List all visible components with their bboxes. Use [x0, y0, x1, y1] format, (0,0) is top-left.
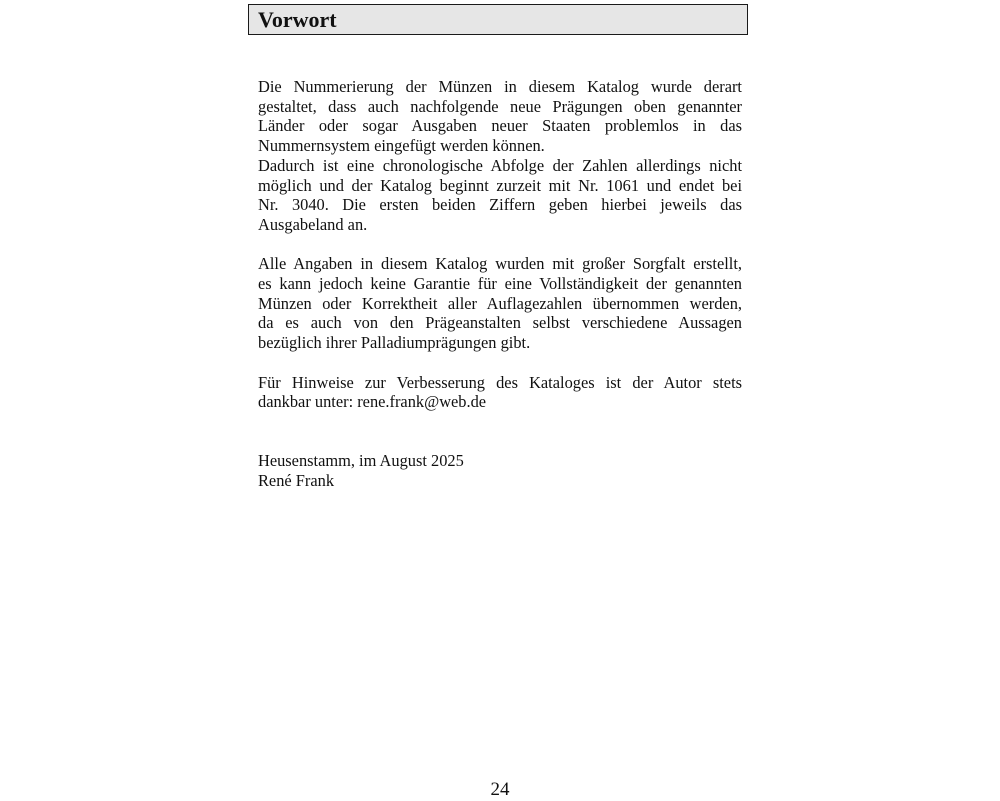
text-line: Dadurch ist eine chronologische Abfolge der Zahlen allerdings nicht: [258, 155, 742, 175]
text-line: gestaltet, dass auch nachfolgende neue Prägungen oben genannter: [258, 96, 742, 116]
text-line: Länder oder sogar Ausgaben neuer Staaten problemlos in das: [258, 116, 742, 136]
signature-block: [258, 451, 742, 490]
text-line: möglich und der Katalog beginnt zurzeit mit Nr. 1061 und endet bei: [258, 175, 742, 195]
text-line: es kann jedoch keine Garantie für eine Vollständigkeit der genannten: [258, 274, 742, 294]
page-number: 24: [490, 779, 510, 800]
text-line: Die Nummerierung der Münzen in diesem Katalog wurde derart: [258, 77, 742, 96]
paragraph-spacer: [258, 412, 742, 451]
paragraph-spacer: [258, 353, 742, 373]
signature-author: René Frank: [258, 471, 335, 491]
paragraph-contact: [258, 373, 742, 412]
paragraph-chronology: [258, 156, 742, 235]
text-line: Nr. 3040. Die ersten beiden Ziffern geben hierbei jeweils das: [258, 195, 742, 215]
text-line: dankbar unter: rene.frank@web.de: [258, 392, 487, 412]
preface-body: [258, 77, 742, 491]
section-heading-box: [248, 4, 748, 35]
text-line: Ausgabeland an.: [258, 214, 368, 234]
text-line: bezüglich ihrer Palladiumprägungen gibt.: [258, 333, 531, 353]
text-line: Für Hinweise zur Verbesserung des Kataloges ist der Autor stets: [258, 372, 742, 392]
text-line: Münzen oder Korrektheit aller Auflagezahlen übernommen werden,: [258, 293, 742, 313]
text-line: Alle Angaben in diesem Katalog wurden mit großer Sorgfalt erstellt,: [258, 254, 742, 274]
paragraph-spacer: [258, 235, 742, 255]
signature-place-date: Heusenstamm, im August 2025: [258, 451, 464, 471]
paragraph-disclaimer: [258, 254, 742, 353]
text-line: Nummernsystem eingefügt werden können.: [258, 136, 545, 156]
section-title: Vorwort: [258, 7, 337, 32]
paragraph-numbering: [258, 77, 742, 156]
text-line: da es auch von den Prägeanstalten selbst verschiedene Aussagen: [258, 313, 742, 333]
